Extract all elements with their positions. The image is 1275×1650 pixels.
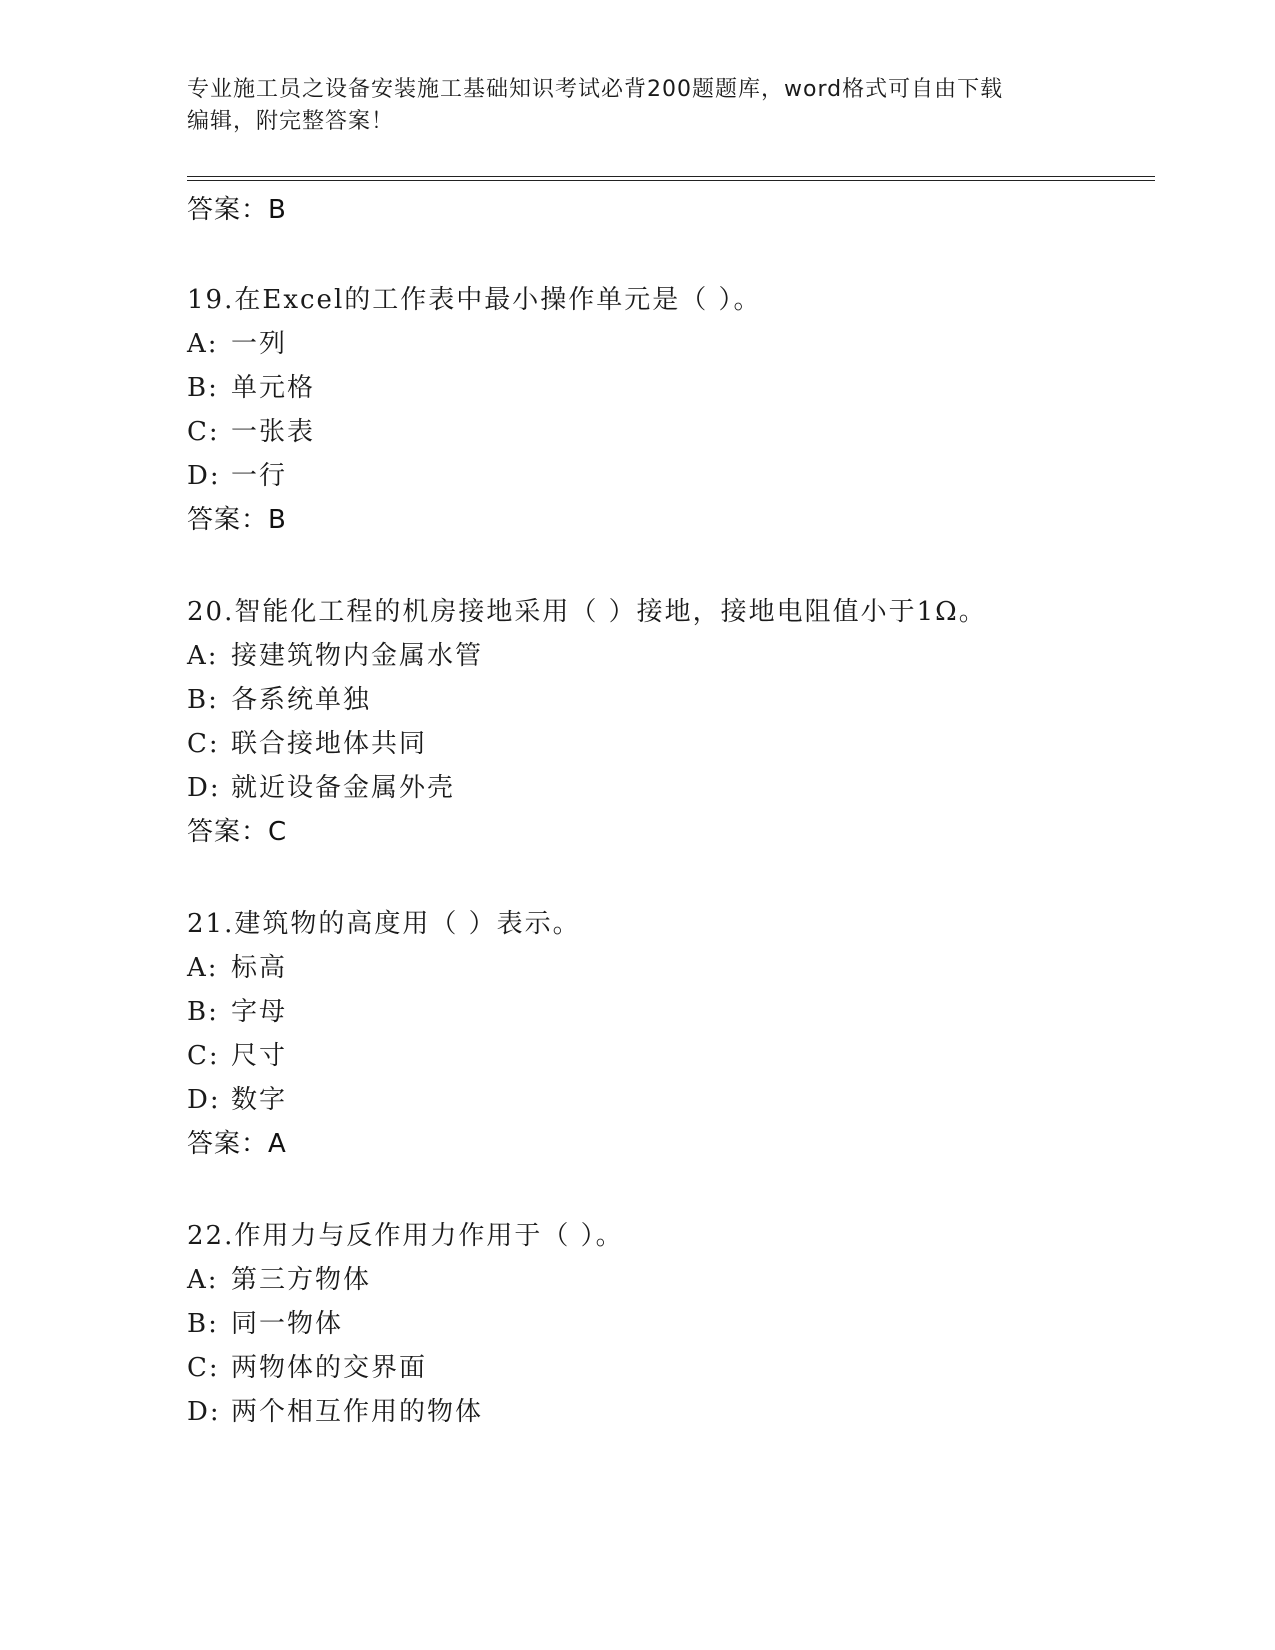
previous-answer: 答案：B (187, 195, 287, 225)
question-19-option-a: A: 一列 (187, 329, 288, 359)
question-21-option-c: C: 尺寸 (187, 1041, 288, 1071)
document-header (187, 74, 1067, 138)
question-19-option-d: D: 一行 (187, 461, 288, 491)
question-20-option-d: D: 就近设备金属外壳 (187, 773, 456, 803)
question-20-option-a: A: 接建筑物内金属水管 (187, 641, 484, 671)
question-21-option-b: B: 字母 (187, 997, 288, 1027)
question-22-option-c: C: 两物体的交界面 (187, 1353, 428, 1383)
question-22-option-a: A: 第三方物体 (187, 1265, 372, 1295)
question-20-option-c: C: 联合接地体共同 (187, 729, 428, 759)
question-19-answer: 答案：B (187, 505, 287, 535)
question-22-text: 22.作用力与反作用力作用于（ ）。 (187, 1221, 624, 1251)
question-21-text: 21.建筑物的高度用（ ）表示。 (187, 909, 581, 939)
question-22-option-d: D: 两个相互作用的物体 (187, 1397, 484, 1427)
question-22-option-b: B: 同一物体 (187, 1309, 344, 1339)
question-21-option-a: A: 标高 (187, 953, 288, 983)
question-20-text: 20.智能化工程的机房接地采用（ ）接地，接地电阻值小于1Ω。 (187, 597, 987, 627)
question-21-answer: 答案：A (187, 1129, 287, 1159)
header-line-1: 专业施工员之设备安装施工基础知识考试必背200题题库，word格式可自由下载 (187, 77, 1004, 102)
header-divider (187, 176, 1155, 181)
question-20-option-b: B: 各系统单独 (187, 685, 372, 715)
header-line-2: 编辑，附完整答案！ (187, 109, 395, 134)
question-19-option-c: C: 一张表 (187, 417, 316, 447)
question-21-option-d: D: 数字 (187, 1085, 288, 1115)
question-20-answer: 答案：C (187, 817, 288, 847)
question-19-option-b: B: 单元格 (187, 373, 316, 403)
question-19-text: 19.在Excel的工作表中最小操作单元是（ ）。 (187, 285, 762, 315)
